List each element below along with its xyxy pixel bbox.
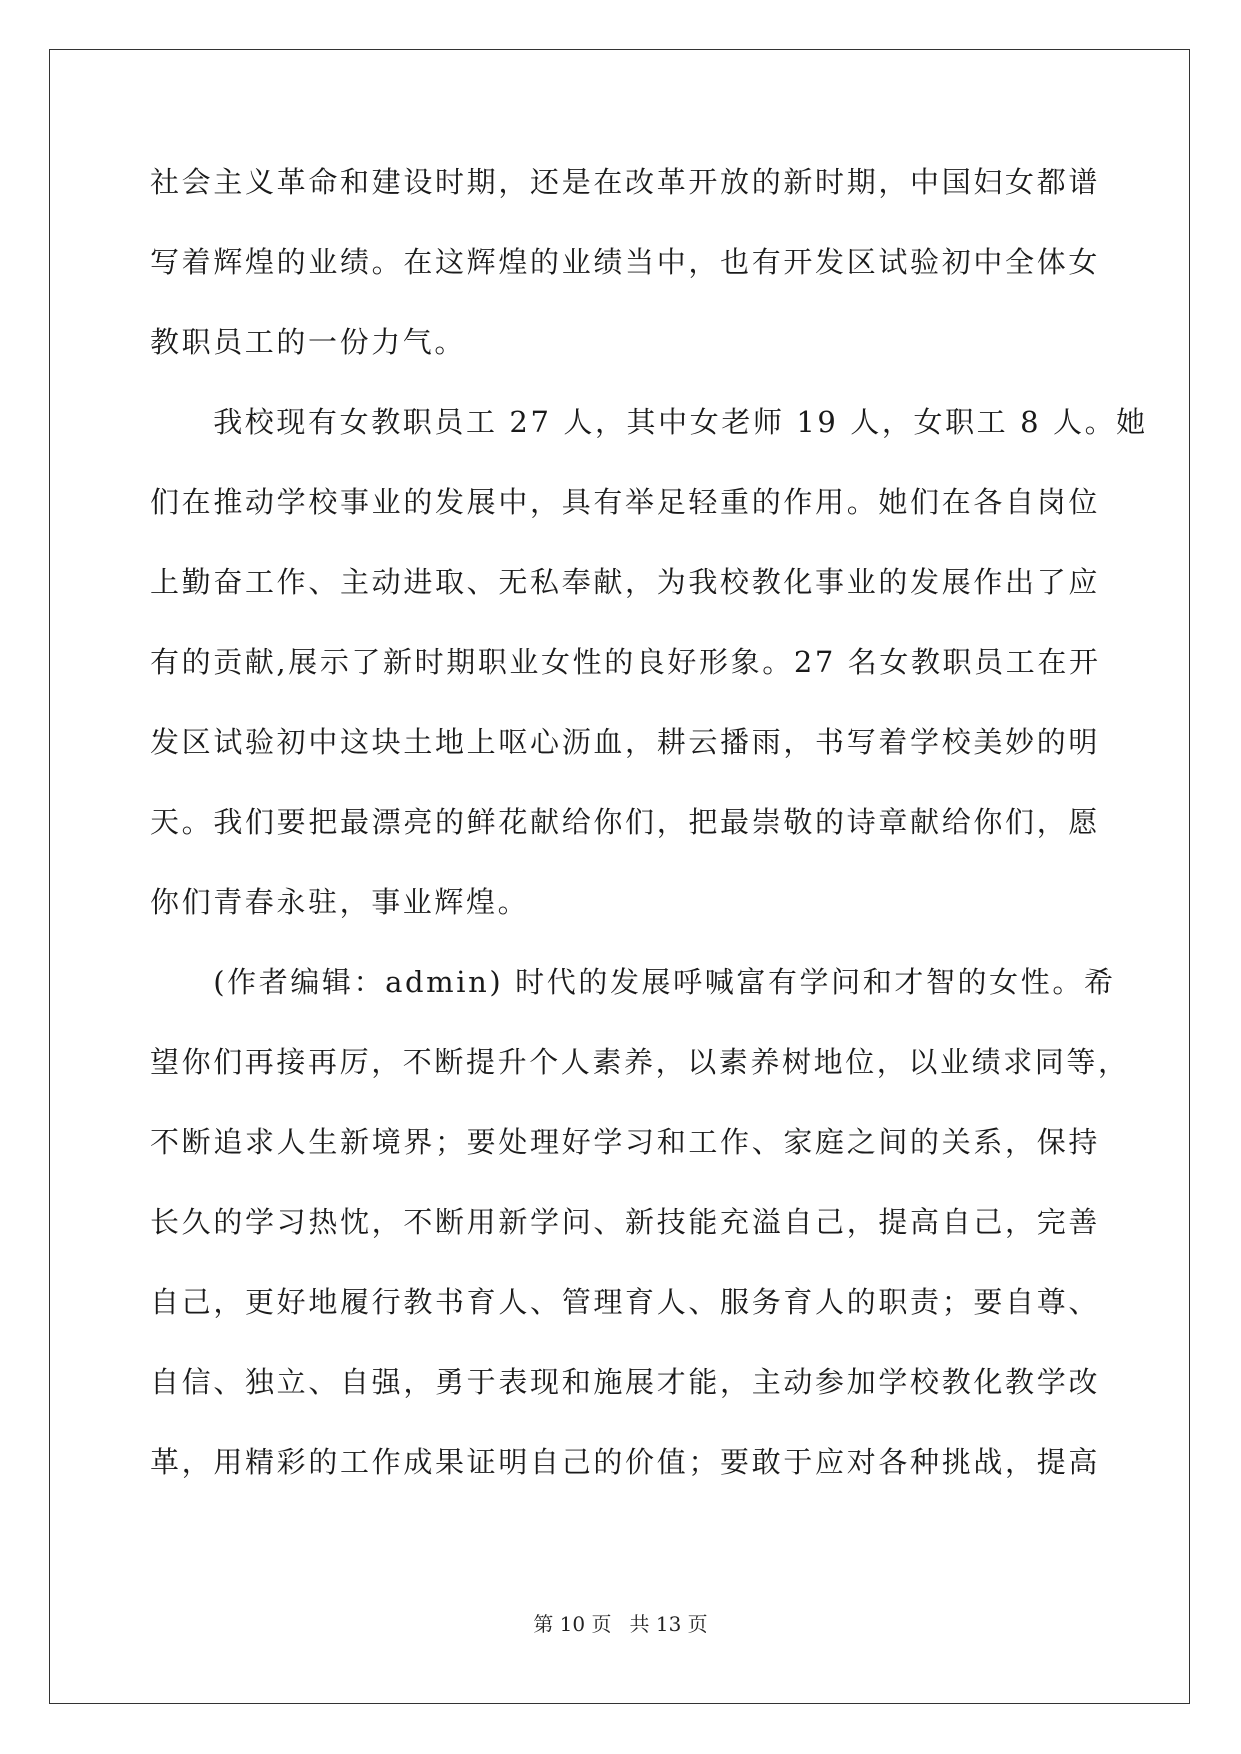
text-line: (作者编辑：admin) 时代的发展呼喊富有学问和才智的女性。希 [150,965,1116,999]
page-number: 第 10 页 [533,1612,612,1636]
text-line: 长久的学习热忱，不断用新学问、新技能充溢自己，提高自己，完善 [150,1205,1100,1239]
text-line: 有的贡献,展示了新时期职业女性的良好形象。27 名女教职员工在开 [150,645,1101,679]
text-line: 自信、独立、自强，勇于表现和施展才能，主动参加学校教化教学改 [150,1365,1100,1399]
text-line: 望你们再接再厉，不断提升个人素养，以素养树地位，以业绩求同等， [150,1045,1130,1079]
text-line: 发区试验初中这块土地上呕心沥血，耕云播雨，书写着学校美妙的明 [150,725,1100,759]
text-line: 我校现有女教职员工 27 人，其中女老师 19 人，女职工 8 人。她 [150,405,1148,439]
text-line: 们在推动学校事业的发展中，具有举足轻重的作用。她们在各自岗位 [150,485,1100,519]
page-total: 共 13 页 [629,1612,708,1636]
document-body [150,160,1148,1520]
text-line: 上勤奋工作、主动进取、无私奉献，为我校教化事业的发展作出了应 [150,565,1100,599]
text-line: 你们青春永驻，事业辉煌。 [150,885,530,919]
text-line: 写着辉煌的业绩。在这辉煌的业绩当中，也有开发区试验初中全体女 [150,245,1100,279]
text-line: 革，用精彩的工作成果证明自己的价值；要敢于应对各种挑战，提高 [150,1445,1100,1479]
text-line: 不断追求人生新境界；要处理好学习和工作、家庭之间的关系，保持 [150,1125,1100,1159]
text-line: 教职员工的一份力气。 [150,325,467,359]
text-line: 自己，更好地履行教书育人、管理育人、服务育人的职责；要自尊、 [150,1285,1100,1319]
text-line: 天。我们要把最漂亮的鲜花献给你们，把最崇敬的诗章献给你们，愿 [150,805,1100,839]
page-footer [0,1608,1241,1637]
text-line: 社会主义革命和建设时期，还是在改革开放的新时期，中国妇女都谱 [150,165,1100,199]
